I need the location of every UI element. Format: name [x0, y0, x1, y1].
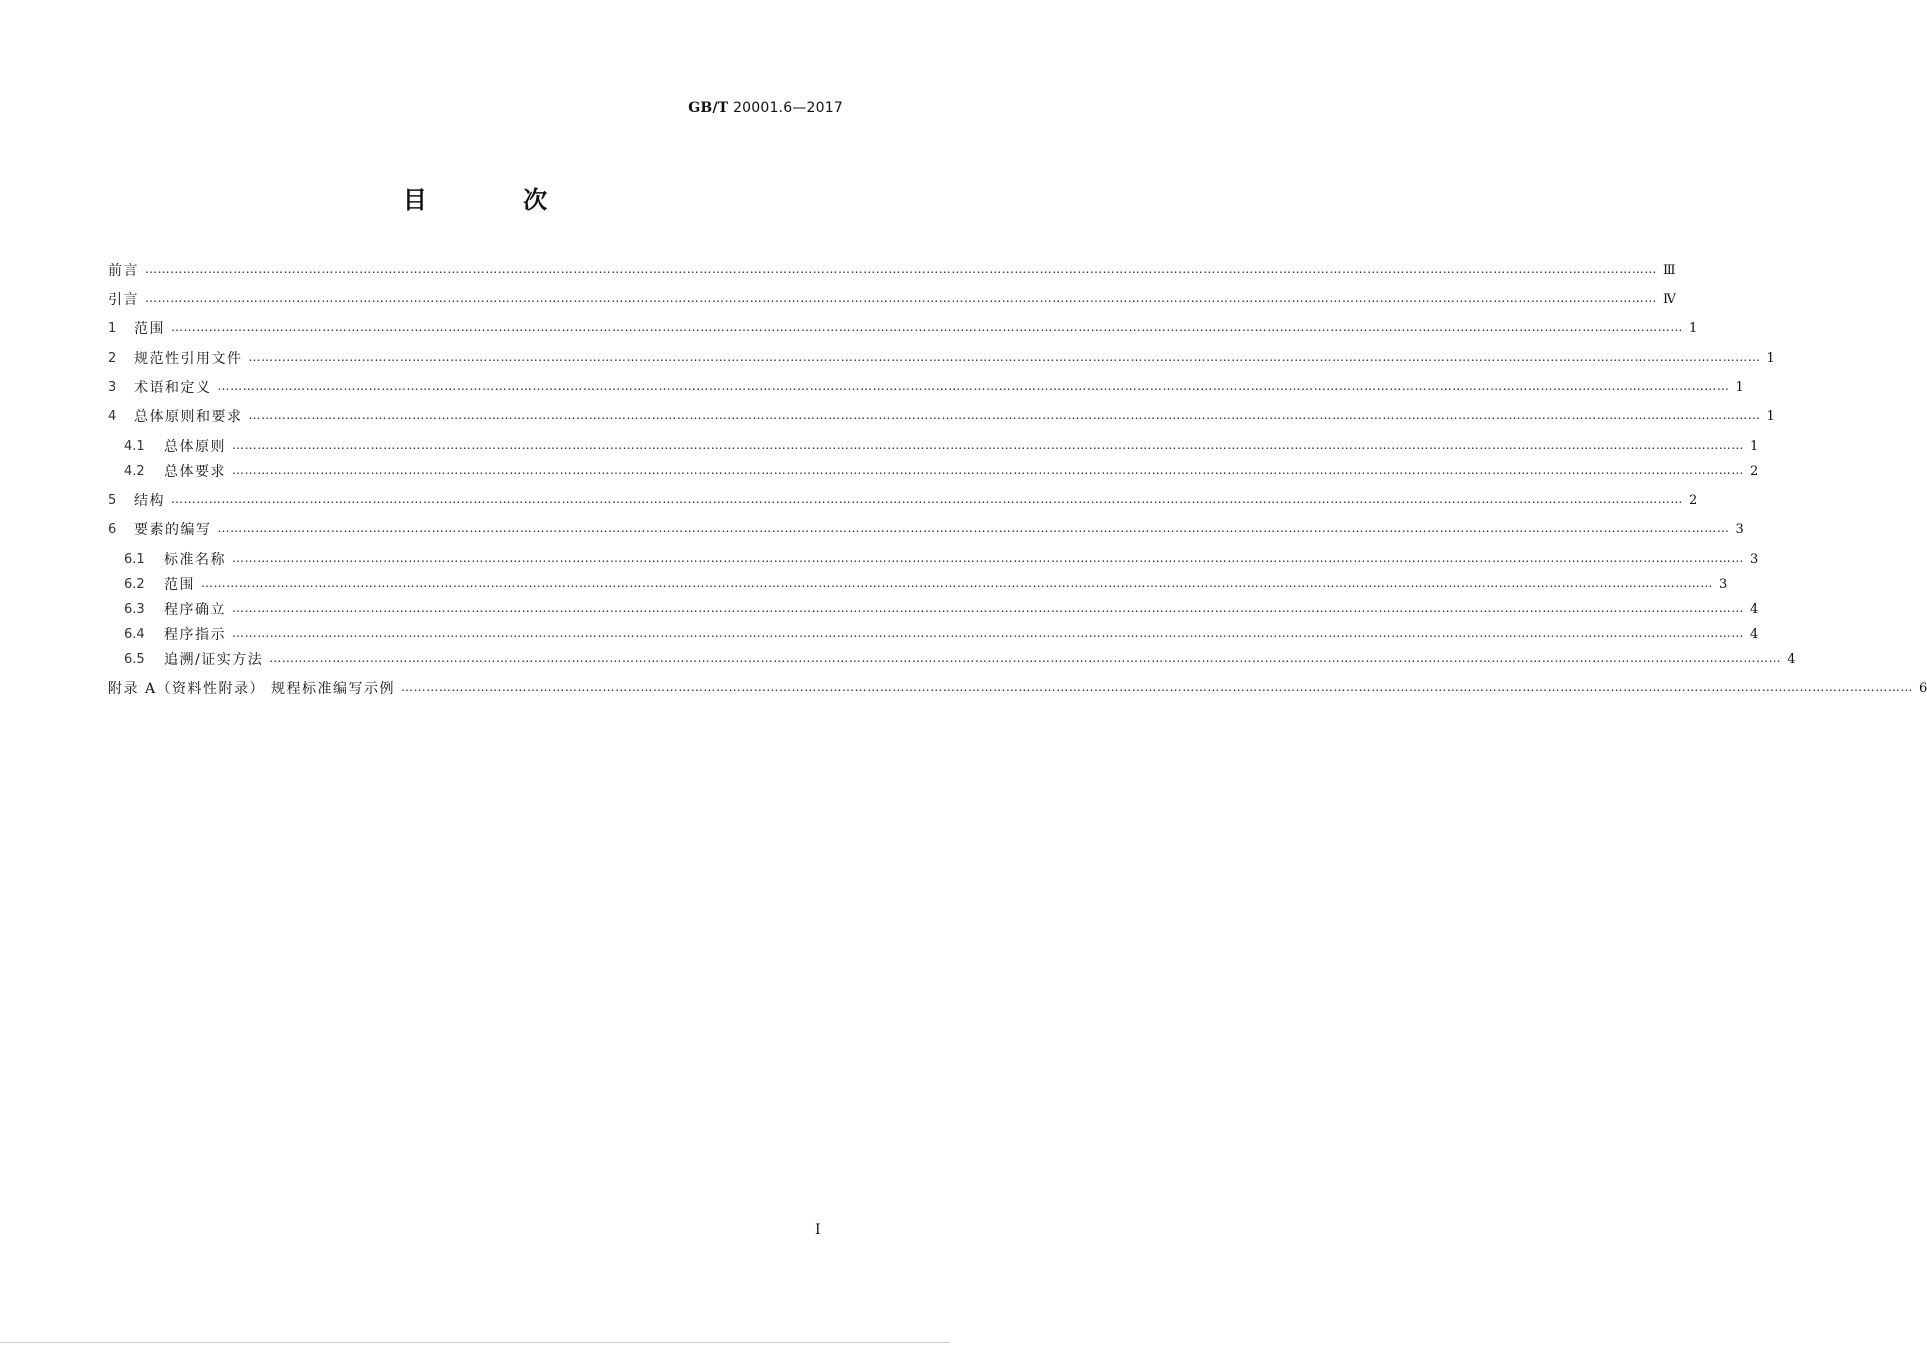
toc-leader-dots: ……………………………………………………………………………………………………………………………………………………………………………………………………………………………………………………………………………………………………………………………… — [171, 320, 1683, 334]
toc-entry-page: 1 — [1689, 321, 1698, 336]
toc-entry-page: 3 — [1750, 552, 1759, 567]
toc-leader-dots: ……………………………………………………………………………………………………………………………………………………………………………………………………………………………………………………………………………………………………………………………… — [217, 379, 1730, 393]
toc-entry-page: Ⅲ — [1663, 263, 1676, 278]
toc-entry-page: 1 — [1766, 351, 1775, 366]
toc-entry-label: 标准名称 — [164, 552, 226, 568]
toc-entry-label: 范围 — [164, 577, 195, 593]
toc-entry-number: 4.1 — [124, 439, 145, 454]
toc-entry-number: 6.1 — [124, 552, 145, 567]
toc-entry[interactable] — [108, 377, 1744, 399]
toc-entry[interactable] — [124, 461, 1759, 483]
toc-entry-page: 4 — [1787, 652, 1796, 667]
toc-entry-number: 3 — [108, 380, 117, 395]
standard-prefix: GB/T — [688, 100, 729, 116]
toc-entry[interactable] — [108, 519, 1744, 541]
toc-leader-dots: ……………………………………………………………………………………………………………………………………………………………………………………………………………………………………………………………………………………………………………………………… — [145, 262, 1657, 276]
toc-entry-label: 附录 A（资料性附录） 规程标准编写示例 — [108, 681, 396, 697]
toc-leader-dots: ……………………………………………………………………………………………………………………………………………………………………………………………………………………………………………………………………………………………………………………………… — [232, 551, 1744, 565]
toc-entry-page: 1 — [1735, 380, 1744, 395]
toc-entry-number: 1 — [108, 321, 117, 336]
footer-page-number: Ⅰ — [815, 1222, 821, 1238]
toc-entry[interactable] — [108, 348, 1775, 370]
toc-entry-number: 6.2 — [124, 577, 145, 592]
toc-entry[interactable] — [124, 624, 1759, 646]
toc-entry-number: 4.2 — [124, 464, 145, 479]
toc-entry-label: 引言 — [108, 292, 139, 308]
toc-entry-page: 3 — [1719, 577, 1728, 592]
toc-entry-number: 4 — [108, 409, 117, 424]
toc-leader-dots: ……………………………………………………………………………………………………………………………………………………………………………………………………………………………………………………………………………………………………………………………… — [401, 680, 1914, 694]
toc-leader-dots: ……………………………………………………………………………………………………………………………………………………………………………………………………………………………………………………………………………………………………………………………… — [232, 626, 1744, 640]
toc-entry-label: 术语和定义 — [134, 380, 212, 396]
toc-entry-label: 规范性引用文件 — [134, 351, 243, 367]
toc-leader-dots: ……………………………………………………………………………………………………………………………………………………………………………………………………………………………………………………………………………………………………………………………… — [232, 463, 1744, 477]
toc-entry-label: 总体原则 — [164, 439, 226, 455]
toc-entry-label: 前言 — [108, 263, 139, 279]
toc-leader-dots: ……………………………………………………………………………………………………………………………………………………………………………………………………………………………………………………………………………………………………………………………… — [232, 438, 1744, 452]
toc-entry-page: 3 — [1735, 522, 1744, 537]
toc-entry-number: 6 — [108, 522, 117, 537]
toc-entry-page: 1 — [1750, 439, 1759, 454]
toc-entry[interactable] — [124, 549, 1759, 571]
toc-entry-page: 2 — [1750, 464, 1759, 479]
toc-entry[interactable] — [124, 574, 1728, 596]
toc-entry-label: 程序指示 — [164, 627, 226, 643]
toc-leader-dots: ……………………………………………………………………………………………………………………………………………………………………………………………………………………………………………………………………………………………………………………………… — [232, 601, 1744, 615]
toc-entry-number: 6.3 — [124, 602, 145, 617]
toc-entry-page: Ⅳ — [1663, 292, 1676, 307]
toc-leader-dots: ……………………………………………………………………………………………………………………………………………………………………………………………………………………………………………………………………………………………………………………………… — [248, 350, 1761, 364]
toc-entry-number: 2 — [108, 351, 117, 366]
standard-code — [688, 100, 843, 116]
toc-entry-label: 追溯/证实方法 — [164, 652, 264, 668]
toc-entry-page: 6 — [1919, 681, 1927, 696]
toc-entry-page: 2 — [1689, 493, 1698, 508]
page-title: 目 次 — [402, 186, 592, 214]
standard-number: 20001.6—2017 — [733, 100, 843, 116]
toc-entry[interactable] — [108, 678, 1927, 700]
toc-entry-page: 4 — [1750, 627, 1759, 642]
toc-entry-page: 4 — [1750, 602, 1759, 617]
toc-entry[interactable] — [108, 260, 1676, 282]
toc-entry-page: 1 — [1766, 409, 1775, 424]
toc-entry-number: 5 — [108, 493, 117, 508]
toc-leader-dots: ……………………………………………………………………………………………………………………………………………………………………………………………………………………………………………………………………………………………………………………………… — [269, 651, 1782, 665]
toc-entry[interactable] — [108, 490, 1698, 512]
toc-entry[interactable] — [124, 649, 1796, 671]
toc-entry-label: 范围 — [134, 321, 165, 337]
toc-entry-label: 总体要求 — [164, 464, 226, 480]
toc-leader-dots: ……………………………………………………………………………………………………………………………………………………………………………………………………………………………………………………………………………………………………………………………… — [217, 521, 1730, 535]
toc-leader-dots: ……………………………………………………………………………………………………………………………………………………………………………………………………………………………………………………………………………………………………………………………… — [201, 576, 1713, 590]
toc-entry-label: 结构 — [134, 493, 165, 509]
toc-leader-dots: ……………………………………………………………………………………………………………………………………………………………………………………………………………………………………………………………………………………………………………………………… — [248, 408, 1761, 422]
toc-leader-dots: ……………………………………………………………………………………………………………………………………………………………………………………………………………………………………………………………………………………………………………………………… — [171, 492, 1683, 506]
toc-entry-number: 6.4 — [124, 627, 145, 642]
toc-entry-number: 6.5 — [124, 652, 145, 667]
bottom-rule — [0, 1342, 950, 1343]
toc-entry[interactable] — [108, 289, 1676, 311]
toc-entry[interactable] — [124, 436, 1759, 458]
toc-entry-label: 要素的编写 — [134, 522, 212, 538]
toc-entry-label: 总体原则和要求 — [134, 409, 243, 425]
toc-entry[interactable] — [124, 599, 1759, 621]
toc-entry[interactable] — [108, 318, 1698, 340]
toc-entry[interactable] — [108, 406, 1775, 428]
toc-entry-label: 程序确立 — [164, 602, 226, 618]
toc-leader-dots: ……………………………………………………………………………………………………………………………………………………………………………………………………………………………………………………………………………………………………………………………… — [145, 291, 1657, 305]
